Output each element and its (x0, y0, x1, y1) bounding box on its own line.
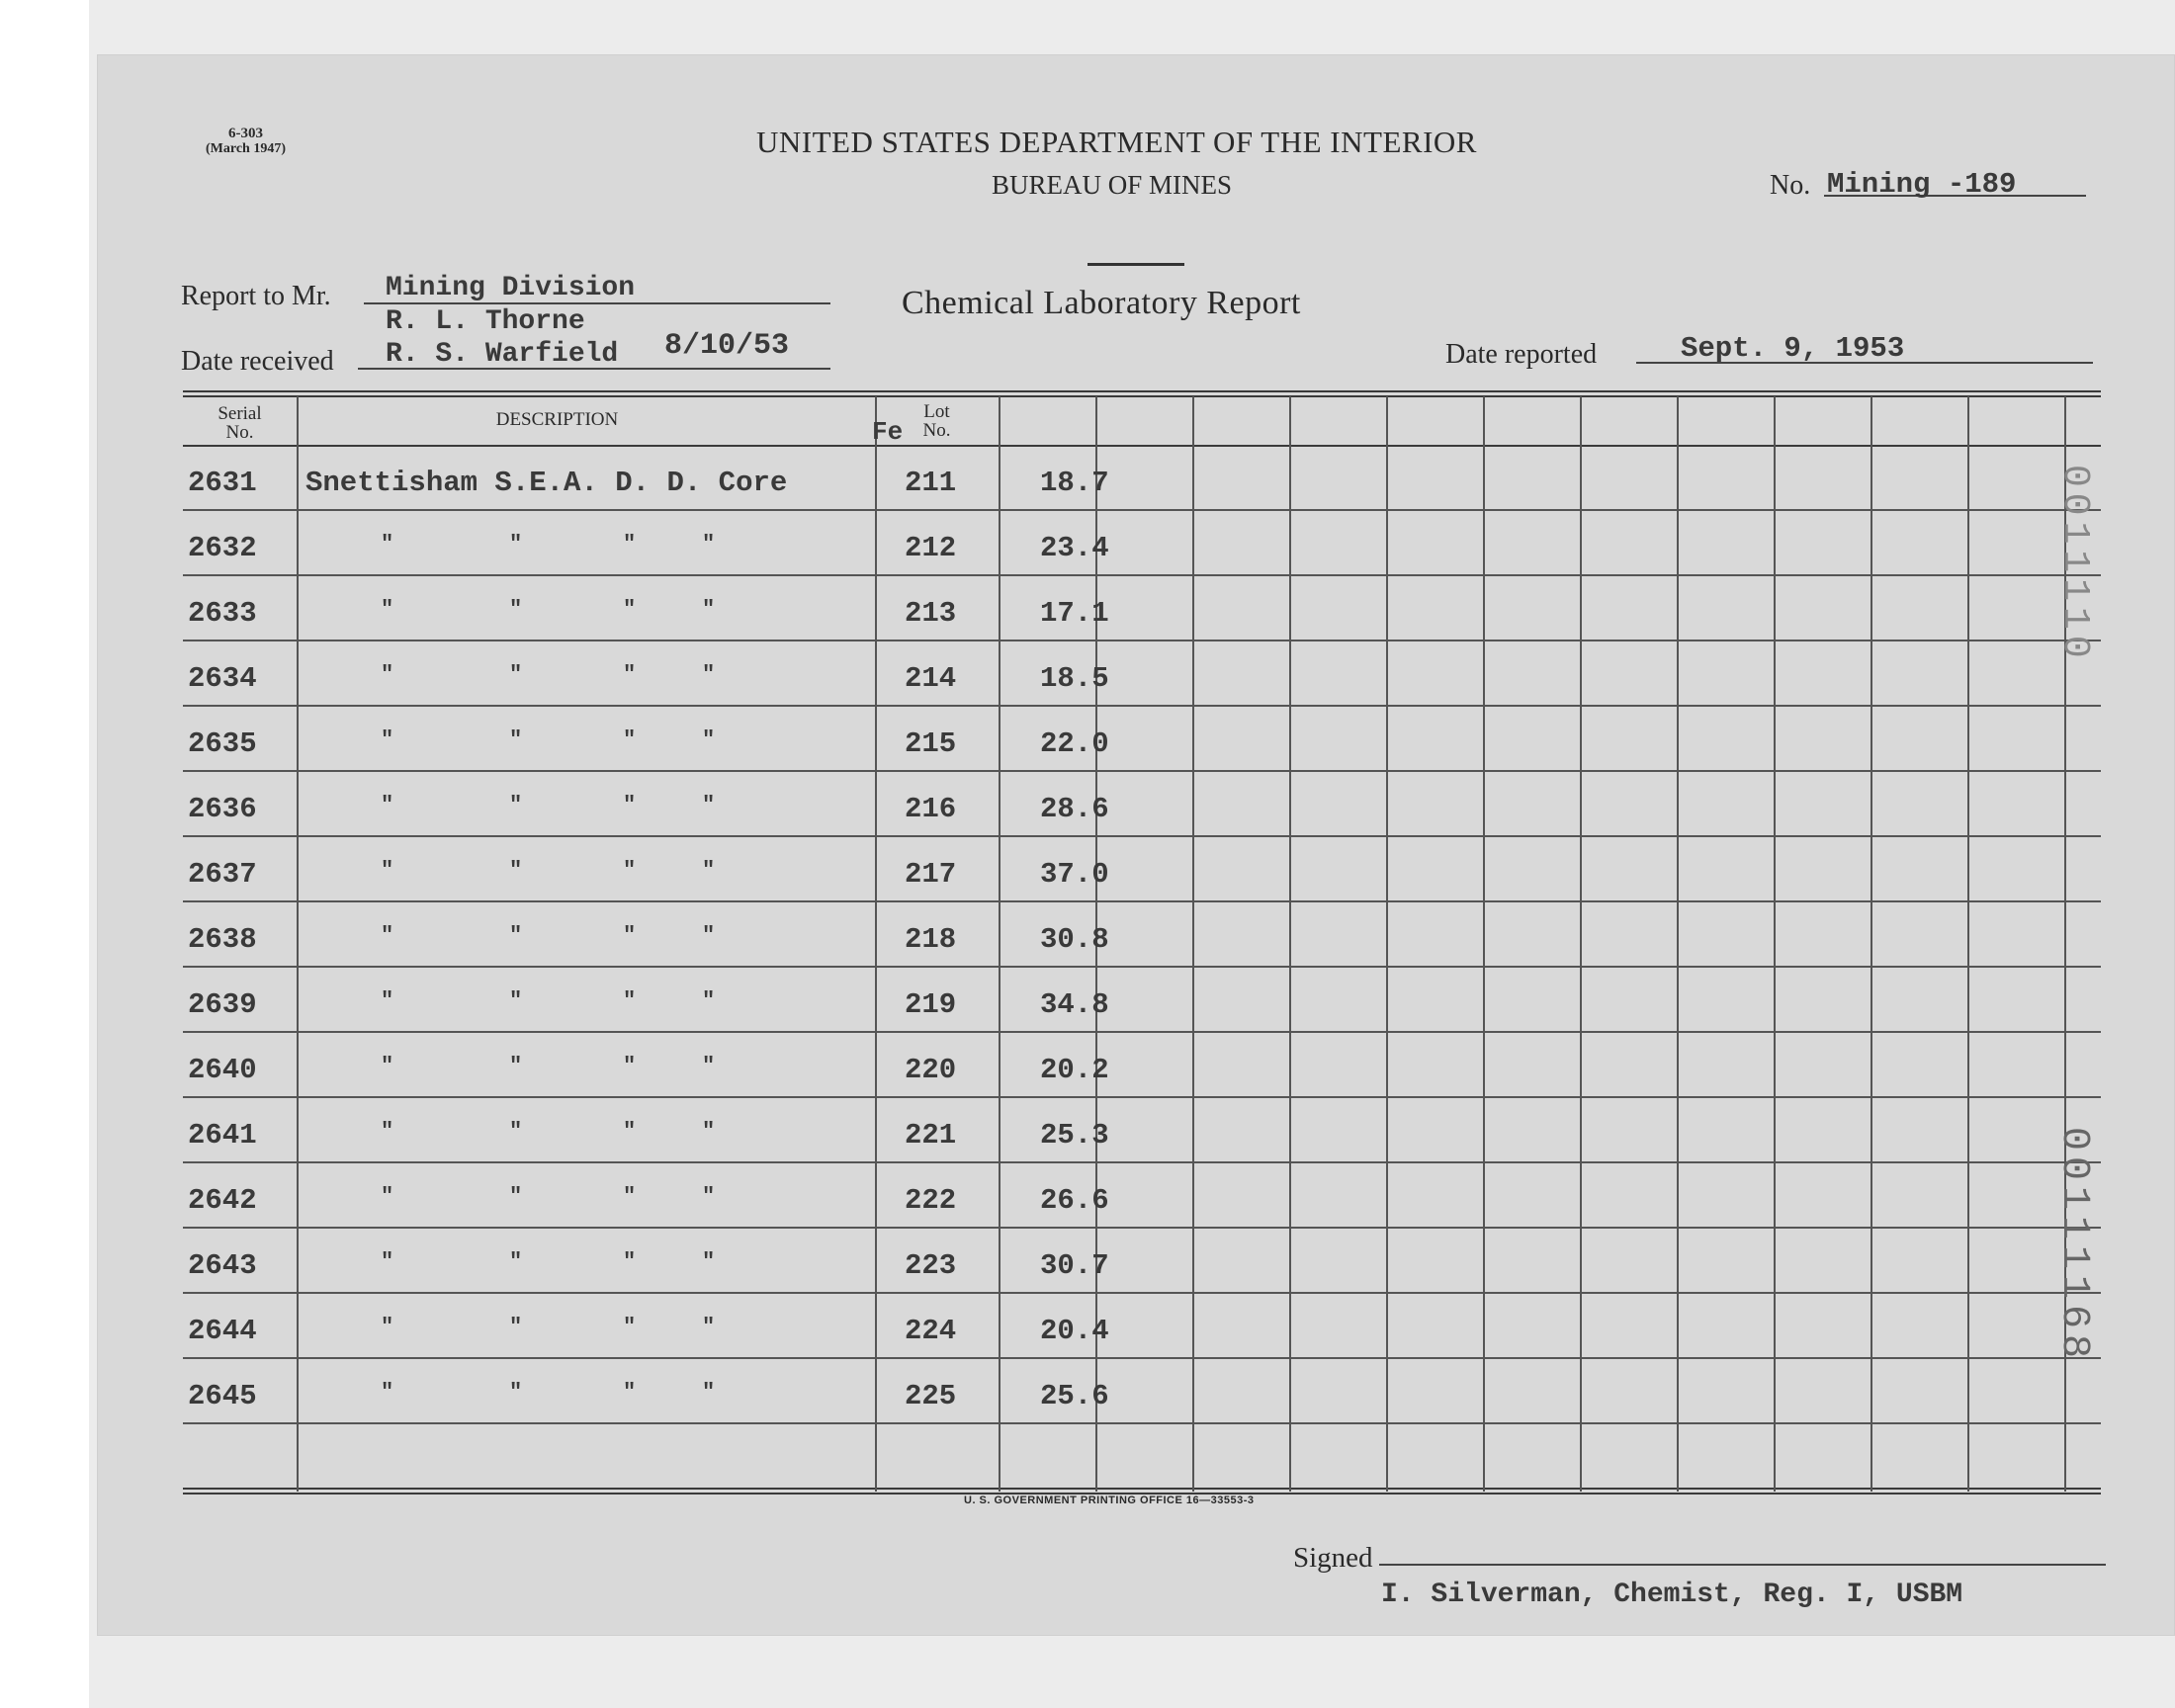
ditto-mark: " (381, 1054, 394, 1078)
lot-cell: 224 (905, 1315, 957, 1347)
report-to-value-2: R. L. Thorne (386, 306, 585, 337)
ditto-mark: " (623, 1184, 637, 1209)
ditto-mark: " (623, 1315, 637, 1339)
row-rule (183, 770, 2101, 772)
lot-cell: 212 (905, 532, 957, 564)
ditto-mark: " (702, 662, 716, 687)
fe-cell: 30.8 (1040, 923, 1109, 956)
ditto-mark: " (509, 597, 523, 622)
lot-cell: 216 (905, 793, 957, 825)
ditto-mark: " (509, 1054, 523, 1078)
lot-cell: 219 (905, 988, 957, 1021)
ditto-mark: " (623, 988, 637, 1013)
fe-cell: 23.4 (1040, 532, 1109, 564)
ditto-mark: " (702, 532, 716, 556)
ditto-mark: " (509, 858, 523, 883)
description-cell: Snettisham S.E.A. D. D. Core (305, 467, 788, 499)
ditto-mark: " (381, 988, 394, 1013)
fe-cell: 22.0 (1040, 727, 1109, 760)
fe-cell: 28.6 (1040, 793, 1109, 825)
ditto-mark: " (702, 858, 716, 883)
ditto-mark: " (702, 988, 716, 1013)
ditto-mark: " (623, 662, 637, 687)
serial-cell: 2636 (188, 793, 257, 825)
printing-office-note: U. S. GOVERNMENT PRINTING OFFICE 16—33553-3 (964, 1494, 1255, 1506)
description-header: DESCRIPTION (495, 409, 619, 430)
ditto-mark: " (381, 1249, 394, 1274)
ditto-mark: " (702, 793, 716, 817)
ditto-mark: " (381, 1119, 394, 1144)
serial-cell: 2640 (188, 1054, 257, 1086)
ditto-mark: " (702, 727, 716, 752)
ditto-mark: " (623, 532, 637, 556)
ditto-mark: " (623, 858, 637, 883)
ditto-mark: " (623, 923, 637, 948)
serial-cell: 2645 (188, 1380, 257, 1412)
ditto-mark: " (623, 727, 637, 752)
row-rule (183, 1096, 2101, 1098)
signature-line (1379, 1564, 2106, 1566)
report-type-title: Chemical Laboratory Report (902, 285, 1301, 321)
serial-cell: 2633 (188, 597, 257, 630)
fe-cell: 17.1 (1040, 597, 1109, 630)
ditto-mark: " (509, 662, 523, 687)
ditto-mark: " (623, 1054, 637, 1078)
column-divider (1677, 396, 1679, 1492)
lot-cell: 217 (905, 858, 957, 891)
fe-cell: 30.7 (1040, 1249, 1109, 1282)
fe-cell: 37.0 (1040, 858, 1109, 891)
table-header-rule (183, 445, 2101, 447)
row-rule (183, 1227, 2101, 1229)
lot-header-text: Lot No. (922, 401, 951, 441)
report-number-label: No. (1770, 170, 1811, 201)
ditto-mark: " (381, 597, 394, 622)
ditto-mark: " (702, 1119, 716, 1144)
title-divider (1088, 263, 1184, 266)
serial-cell: 2631 (188, 467, 257, 499)
column-divider (1580, 396, 1582, 1492)
date-reported-label: Date reported (1445, 339, 1598, 370)
ditto-mark: " (702, 1380, 716, 1405)
serial-cell: 2644 (188, 1315, 257, 1347)
lot-cell: 221 (905, 1119, 957, 1152)
ditto-mark: " (381, 793, 394, 817)
ditto-mark: " (702, 1249, 716, 1274)
ditto-mark: " (623, 793, 637, 817)
column-divider (1870, 396, 1872, 1492)
ditto-mark: " (509, 727, 523, 752)
serial-cell: 2641 (188, 1119, 257, 1152)
ditto-mark: " (381, 1380, 394, 1405)
form-number (206, 127, 286, 156)
serial-header-text: Serial No. (218, 403, 262, 443)
side-stamp-top: 0011110 (2053, 465, 2096, 664)
row-rule (183, 900, 2101, 902)
lot-cell: 211 (905, 467, 957, 499)
results-table (183, 390, 2101, 1497)
ditto-mark: " (702, 923, 716, 948)
fe-cell: 18.5 (1040, 662, 1109, 695)
column-divider (1483, 396, 1485, 1492)
fe-header: Fe (872, 417, 904, 447)
row-rule (183, 1161, 2101, 1163)
serial-cell: 2639 (188, 988, 257, 1021)
ditto-mark: " (509, 793, 523, 817)
row-rule (183, 1422, 2101, 1424)
ditto-mark: " (509, 532, 523, 556)
column-divider (1289, 396, 1291, 1492)
row-rule (183, 1357, 2101, 1359)
ditto-mark: " (381, 858, 394, 883)
ditto-mark: " (509, 923, 523, 948)
fe-cell: 18.7 (1040, 467, 1109, 499)
lot-cell: 222 (905, 1184, 957, 1217)
ditto-mark: " (509, 1315, 523, 1339)
serial-cell: 2643 (188, 1249, 257, 1282)
fe-cell: 34.8 (1040, 988, 1109, 1021)
date-received-label: Date received (181, 346, 334, 377)
ditto-mark: " (623, 1249, 637, 1274)
ditto-mark: " (623, 1380, 637, 1405)
row-rule (183, 640, 2101, 641)
date-received-date: 8/10/53 (664, 329, 790, 363)
department-title: UNITED STATES DEPARTMENT OF THE INTERIOR (756, 125, 1477, 159)
fe-cell: 25.6 (1040, 1380, 1109, 1412)
ditto-mark: " (702, 1315, 716, 1339)
row-rule (183, 705, 2101, 707)
lot-cell: 220 (905, 1054, 957, 1086)
ditto-mark: " (702, 597, 716, 622)
form-number-text: 6-303 (228, 126, 263, 141)
row-rule (183, 574, 2101, 576)
column-divider (297, 396, 299, 1492)
ditto-mark: " (381, 727, 394, 752)
date-received-name: R. S. Warfield (386, 339, 619, 370)
table-top-rule-2 (183, 395, 2101, 397)
report-number-value: Mining -189 (1827, 168, 2017, 201)
ditto-mark: " (623, 597, 637, 622)
ditto-mark: " (381, 1315, 394, 1339)
ditto-mark: " (381, 1184, 394, 1209)
column-divider (1192, 396, 1194, 1492)
ditto-mark: " (509, 988, 523, 1013)
serial-cell: 2634 (188, 662, 257, 695)
date-reported-value: Sept. 9, 1953 (1681, 332, 1905, 365)
side-stamp-bottom: 00111168 (2051, 1127, 2096, 1365)
serial-cell: 2635 (188, 727, 257, 760)
serial-cell: 2642 (188, 1184, 257, 1217)
serial-cell: 2638 (188, 923, 257, 956)
ditto-mark: " (509, 1249, 523, 1274)
column-divider (875, 396, 877, 1492)
column-divider (1967, 396, 1969, 1492)
row-rule (183, 966, 2101, 968)
fe-cell: 26.6 (1040, 1184, 1109, 1217)
column-divider (1774, 396, 1776, 1492)
report-to-value-1: Mining Division (386, 273, 636, 303)
column-divider (999, 396, 1000, 1492)
ditto-mark: " (381, 662, 394, 687)
fe-cell: 25.3 (1040, 1119, 1109, 1152)
ditto-mark: " (381, 532, 394, 556)
ditto-mark: " (381, 923, 394, 948)
serial-cell: 2632 (188, 532, 257, 564)
row-rule (183, 1031, 2101, 1033)
bureau-title: BUREAU OF MINES (992, 170, 1233, 200)
ditto-mark: " (509, 1184, 523, 1209)
lot-cell: 214 (905, 662, 957, 695)
fe-cell: 20.4 (1040, 1315, 1109, 1347)
lot-cell: 218 (905, 923, 957, 956)
lot-cell: 225 (905, 1380, 957, 1412)
ditto-mark: " (702, 1054, 716, 1078)
signer-name: I. Silverman, Chemist, Reg. I, USBM (1381, 1580, 1963, 1610)
lot-cell: 213 (905, 597, 957, 630)
column-divider (1386, 396, 1388, 1492)
table-top-rule (183, 390, 2101, 392)
ditto-mark: " (509, 1119, 523, 1144)
row-rule (183, 835, 2101, 837)
lot-cell: 215 (905, 727, 957, 760)
serial-cell: 2637 (188, 858, 257, 891)
report-to-label: Report to Mr. (181, 281, 331, 311)
table-bottom-rule (183, 1488, 2101, 1490)
ditto-mark: " (702, 1184, 716, 1209)
serial-header (183, 404, 297, 442)
form-date-text: (March 1947) (206, 141, 286, 156)
ditto-mark: " (623, 1119, 637, 1144)
ditto-mark: " (509, 1380, 523, 1405)
fe-cell: 20.2 (1040, 1054, 1109, 1086)
row-rule (183, 509, 2101, 511)
lot-cell: 223 (905, 1249, 957, 1282)
row-rule (183, 1292, 2101, 1294)
signed-label: Signed (1293, 1542, 1373, 1574)
